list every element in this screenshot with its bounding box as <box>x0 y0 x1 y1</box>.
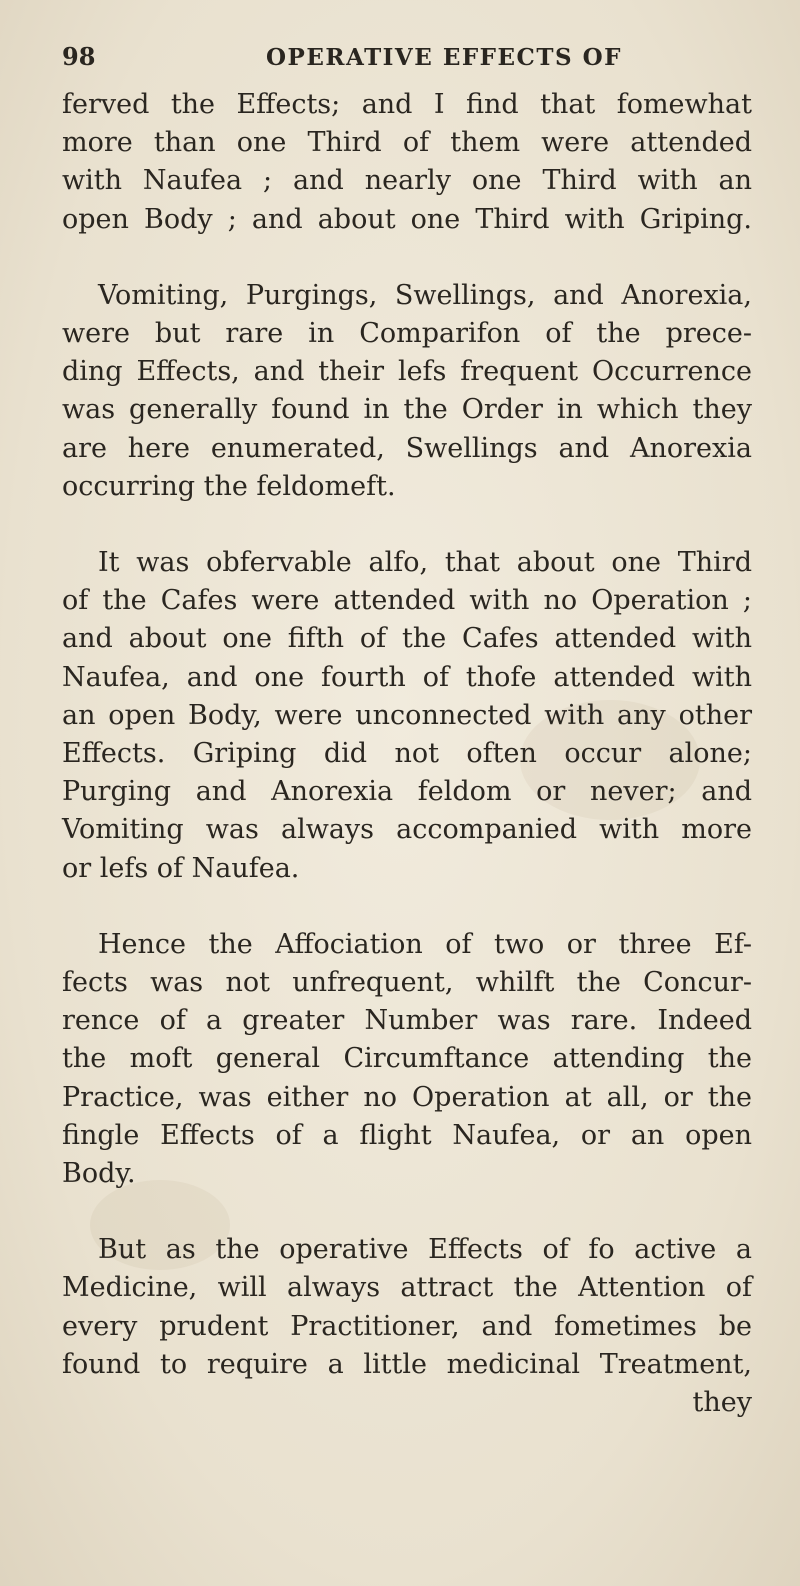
text-line: Vomiting, Purgings, Swellings, and Anorexia, <box>98 279 752 311</box>
paragraph-1 <box>62 86 752 239</box>
page-number: 98 <box>62 42 96 71</box>
text-line: the moft general Circumftance attending the <box>62 1043 752 1075</box>
text-line: Naufea, and one fourth of thofe attended with <box>62 661 752 693</box>
body-text <box>62 86 752 1422</box>
paragraph-3 <box>62 544 752 888</box>
text-line: rence of a greater Number was rare. Indeed <box>62 1005 752 1037</box>
text-line: Hence the Affociation of two or three Ef- <box>98 928 752 960</box>
text-line: an open Body, were unconnected with any other <box>62 699 752 731</box>
text-line: with Naufea ; and nearly one Third with an <box>62 165 752 197</box>
text-line: ding Effects, and their lefs frequent Occurrence <box>62 356 752 388</box>
text-line: ferved the Effects; and I find that fomewhat <box>62 89 752 120</box>
text-line: fingle Effects of a flight Naufea, or an open <box>62 1119 752 1151</box>
paragraph-2 <box>62 277 752 506</box>
text-line: and about one fifth of the Cafes attended with <box>62 623 752 655</box>
text-line: Purging and Anorexia feldom or never; and <box>62 776 752 808</box>
running-head: OPERATIVE EFFECTS OF <box>266 44 622 71</box>
paragraph-5 <box>62 1231 752 1422</box>
text-line: Vomiting was always accompanied with more <box>62 814 752 846</box>
text-line: of the Cafes were attended with no Operation ; <box>62 585 752 617</box>
text-line: are here enumerated, Swellings and Anorexia <box>62 432 752 464</box>
text-line: Effects. Griping did not often occur alone; <box>62 738 752 770</box>
text-line: every prudent Practitioner, and fometimes be <box>62 1310 752 1342</box>
text-line: Medicine, will always attract the Attention of <box>62 1272 752 1304</box>
paragraph-4 <box>62 926 752 1193</box>
text-line: or lefs of Naufea. <box>62 852 300 884</box>
text-line: found to require a little medicinal Treatment, <box>62 1348 752 1380</box>
text-line: more than one Third of them were attended <box>62 127 752 159</box>
text-line: Body. <box>62 1158 136 1190</box>
text-line: But as the operative Effects of fo active a <box>98 1234 752 1266</box>
text-line: Practice, was either no Operation at all, or the <box>62 1081 752 1113</box>
catchword: they <box>692 1387 752 1419</box>
page-header <box>0 42 800 78</box>
text-line: was generally found in the Order in which they <box>62 394 752 426</box>
text-line: fects was not unfrequent, whilft the Concur- <box>62 967 752 999</box>
text-line: were but rare in Comparifon of the prece- <box>62 318 752 350</box>
text-line: It was obfervable alfo, that about one Third <box>98 547 752 579</box>
text-line: occurring the feldomeft. <box>62 470 396 502</box>
text-line: open Body ; and about one Third with Griping. <box>62 203 752 235</box>
